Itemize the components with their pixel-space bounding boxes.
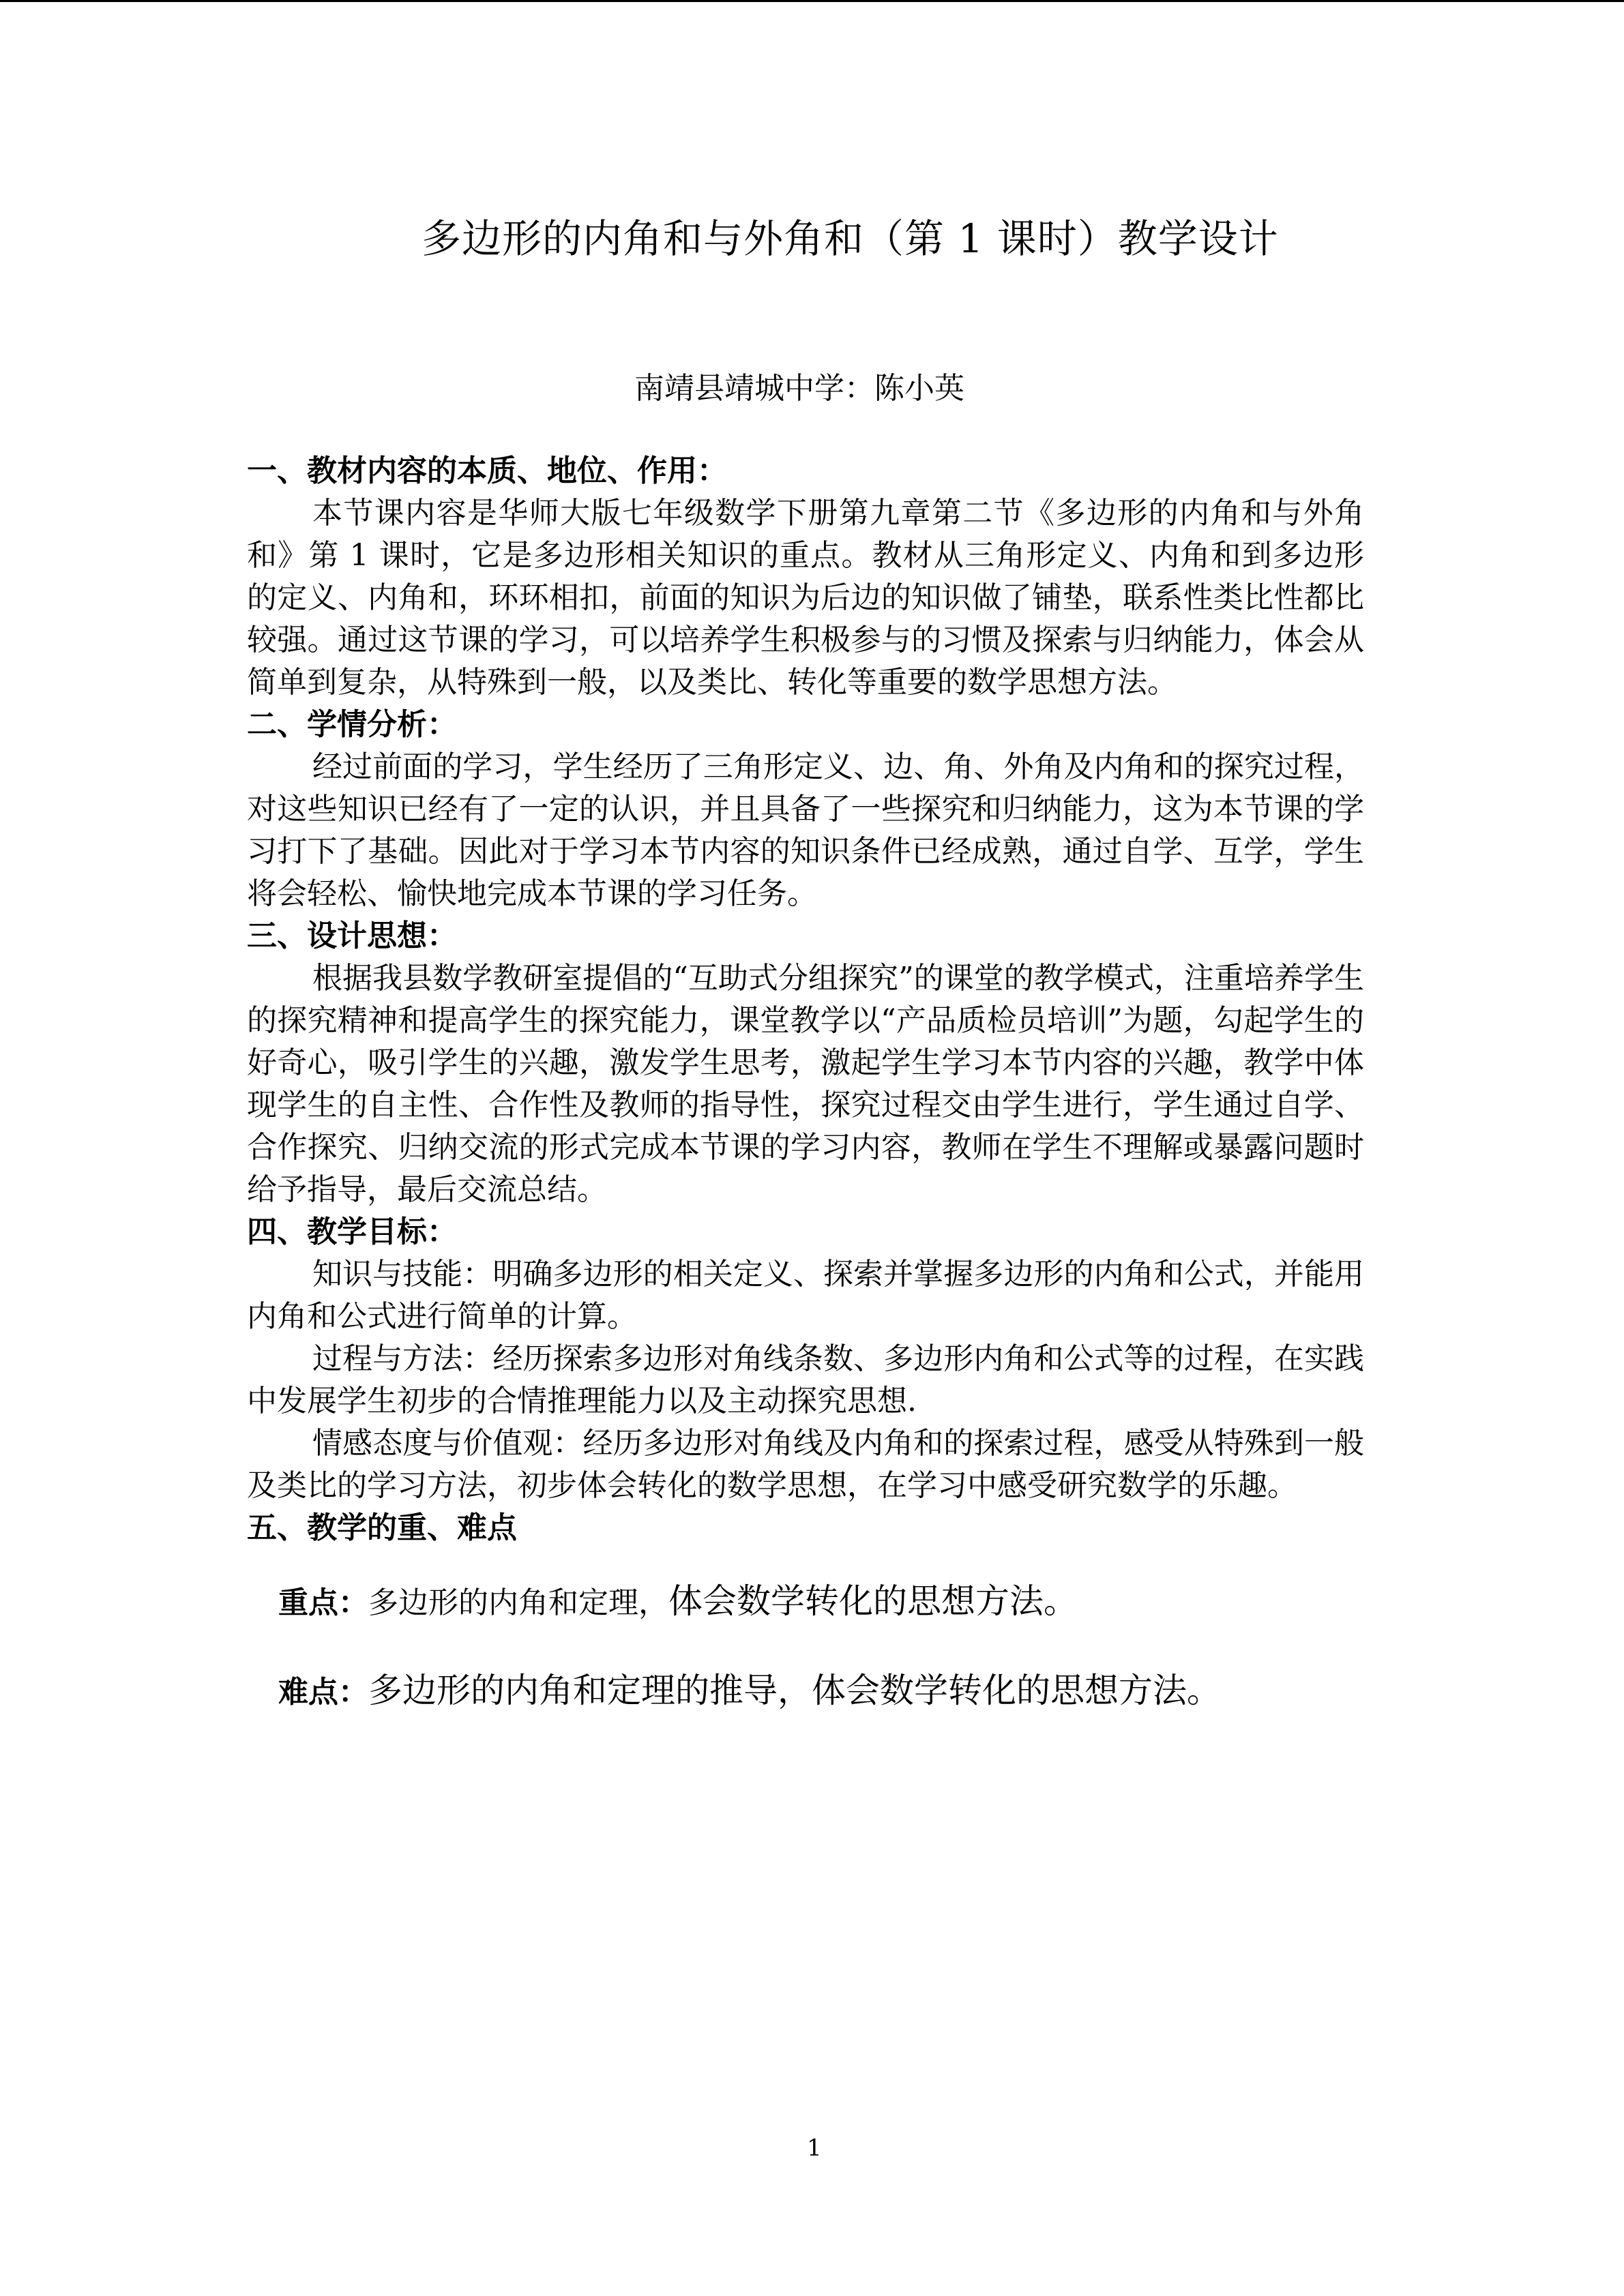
author-line: 南靖县靖城中学：陈小英	[634, 371, 964, 406]
difficult-point-label: 难点：	[278, 1675, 368, 1710]
key-point	[247, 1575, 1364, 1629]
section-paragraph: 本节课内容是华师大版七年级数学下册第九章第二节《多边形的内角和与外角和》第 1 课时，它是多边形相关知识的重点。教材从三角形定义、内角和到多边形的定义、内角和，环环相扣，前面的知识为后边的知识做了铺垫，联系性类比性都比较强。通过这节课的学习，可以培养学生积极参与的习惯及探索与归纳能力，体会从简单到复杂，从特殊到一般，以及类比、转化等重要的数学思想方法。	[247, 496, 1364, 700]
difficult-point-text: 多边形的内角和定理的推导，体会数学转化的思想方法。	[368, 1671, 1221, 1710]
section-teaching-material	[247, 450, 1364, 704]
section-key-difficult-points	[247, 1507, 1364, 1718]
document-body	[247, 450, 1364, 1718]
section-heading: 四、教学目标：	[247, 1214, 457, 1249]
goal-process-methods: 过程与方法：经历探索多边形对角线条数、多边形内角和公式等的过程，在实践中发展学生初步的合情推理能力以及主动探究思想.	[247, 1341, 1364, 1418]
section-paragraph: 经过前面的学习，学生经历了三角形定义、边、角、外角及内角和的探究过程，对这些知识已经有了一定的认识，并且具备了一些探究和归纳能力，这为本节课的学习打下了基础。因此对于学习本节内容的知识条件已经成熟，通过自学、互学，学生将会轻松、愉快地完成本节课的学习任务。	[247, 749, 1364, 911]
goal-emotion-values: 情感态度与价值观：经历多边形对角线及内角和的探索过程，感受从特殊到一般及类比的学习方法，初步体会转化的数学思想，在学习中感受研究数学的乐趣。	[247, 1426, 1364, 1503]
section-student-analysis	[247, 704, 1364, 915]
section-design-idea	[247, 915, 1364, 1211]
section-teaching-goals	[247, 1211, 1364, 1507]
section-paragraph: 根据我县数学教研室提倡的“互助式分组探究”的课堂的教学模式，注重培养学生的探究精神和提高学生的探究能力，课堂教学以“产品质检员培训”为题，勾起学生的好奇心，吸引学生的兴趣，激发学生思考，激起学生学习本节内容的兴趣，教学中体现学生的自主性、合作性及教师的指导性，探究过程交由学生进行，学生通过自学、合作探究、归纳交流的形式完成本节课的学习内容，教师在学生不理解或暴露问题时给予指导，最后交流总结。	[247, 961, 1364, 1207]
key-point-text-b: 体会数学转化的思想方法。	[668, 1581, 1078, 1621]
difficult-point	[247, 1665, 1364, 1718]
document-title: 多边形的内角和与外角和（第 1 课时）教学设计	[422, 215, 1279, 262]
key-point-text-a: 多边形的内角和定理，	[368, 1585, 668, 1620]
section-heading: 一、教材内容的本质、地位、作用：	[247, 453, 727, 488]
key-point-label: 重点：	[278, 1585, 368, 1620]
top-border-line	[0, 0, 1624, 2]
section-heading: 三、设计思想：	[247, 919, 457, 953]
goal-knowledge-skills: 知识与技能：明确多边形的相关定义、探索并掌握多边形的内角和公式，并能用内角和公式进行简单的计算。	[247, 1257, 1364, 1334]
section-heading: 五、教学的重、难点	[247, 1510, 517, 1545]
page-number: 1	[807, 2134, 822, 2162]
section-heading: 二、学情分析：	[247, 707, 457, 742]
